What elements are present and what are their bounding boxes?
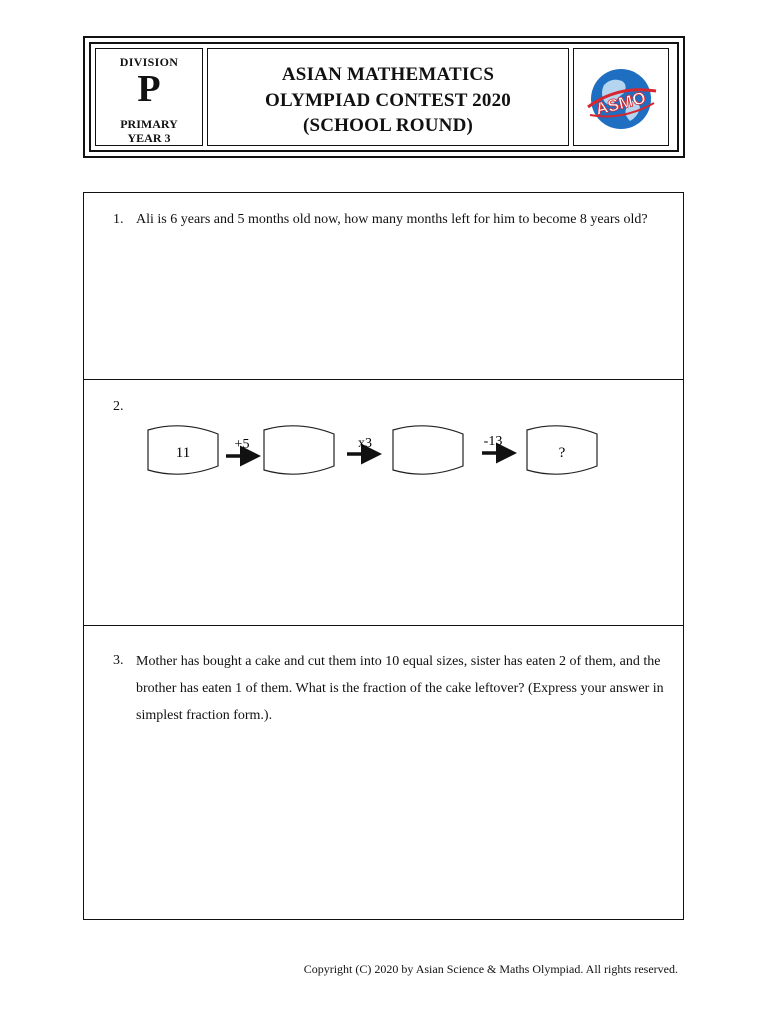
flow-box-2 [264,426,334,474]
number-flow-diagram [84,380,685,627]
question-2-number: 2. [113,399,124,414]
division-label: DIVISION [119,55,179,69]
flow-op-3: -13 [483,434,503,449]
title-line-1: ASIAN MATHEMATICS [281,64,495,85]
logo-text: ASMO [593,88,648,119]
copyright-notice: Copyright (C) 2020 by Asian Science & Maths Olympiad. All rights reserved. [303,962,678,976]
flow-start-value: 11 [175,445,191,461]
division-letter: P [137,68,161,110]
question-1-text: Ali is 6 years and 5 months old now, how many months left for him to become 8 years old? [136,212,648,227]
flow-op-2: x3 [358,436,372,451]
globe-logo-icon [578,55,664,145]
title-line-2: OLYMPIAD CONTEST 2020 [265,90,511,111]
question-3-box [83,625,684,920]
question-1-box [83,192,684,380]
flow-end-value: ? [558,445,566,461]
question-3-number: 3. [113,653,124,668]
division-primary: PRIMARY [120,117,178,131]
logo-cell [573,48,669,146]
header-inner-frame [89,42,679,152]
question-1-number: 1. [113,212,124,227]
header-frame [83,36,685,158]
title-line-3: (SCHOOL ROUND) [302,115,474,136]
title-cell [207,48,569,146]
division-cell [95,48,203,146]
division-year: YEAR 3 [127,131,171,145]
flow-box-3 [393,426,463,474]
flow-op-1: +5 [234,437,250,452]
question-2-box [83,379,684,626]
question-3-text: Mother has bought a cake and cut them into 10 equal sizes, sister has eaten 2 of them, and the brother has eaten 1 of them. What is the fraction of the cake leftover? (Express your answer in simplest fraction form.). [136,654,664,723]
